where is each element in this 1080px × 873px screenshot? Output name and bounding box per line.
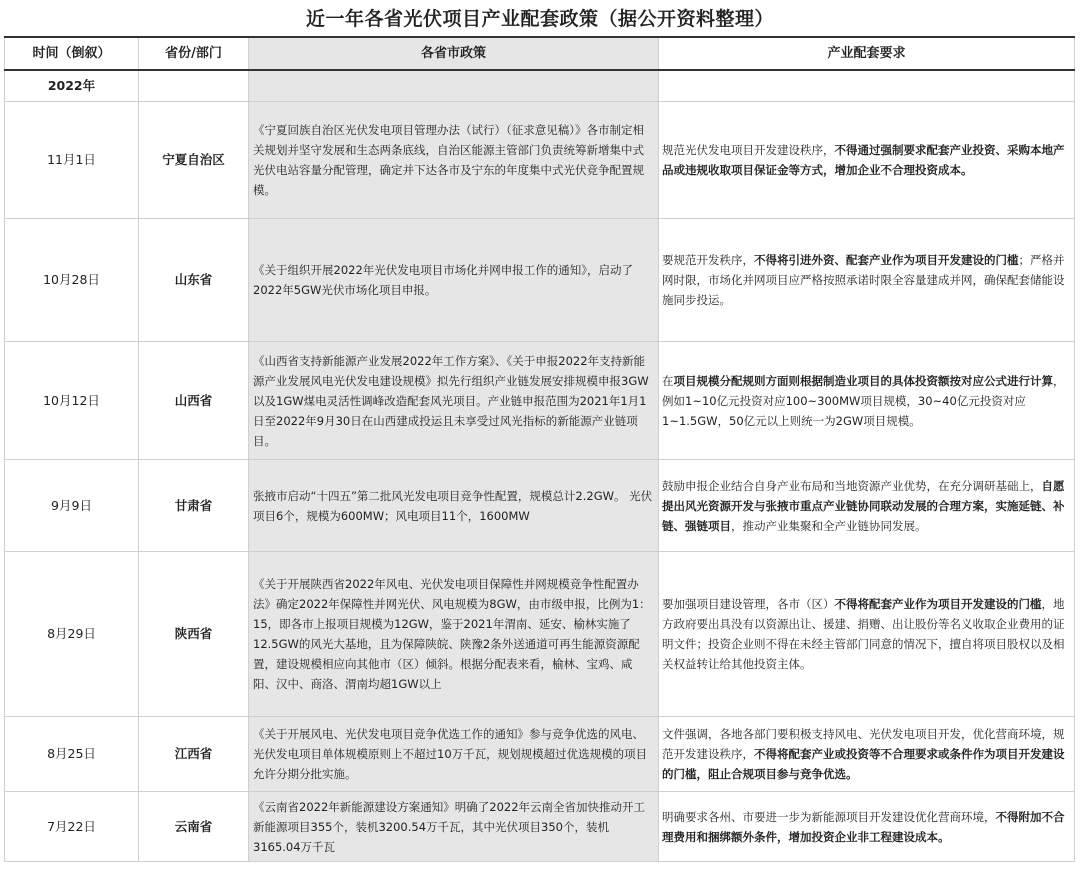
row-policy: 《云南省2022年新能源建设方案通知》明确了2022年云南全省加快推动开工新能源项目355个，装机3200.54万千瓦，其中光伏项目350个，装机3165.04万千瓦 bbox=[249, 792, 659, 862]
row-requirement: 要规范开发秩序，不得将引进外资、配套产业作为项目开发建设的门槛；严格并网时限，市场化并网项目应严格按照承诺时限全容量建成并网，确保配套储能设施同步投运。 bbox=[659, 219, 1075, 342]
row-policy: 《山西省支持新能源产业发展2022年工作方案》、《关于申报2022年支持新能源产业发展风电光伏发电建设规模》拟先行组织产业链发展安排规模申报3GW以及1GW煤电灵活性调峰改造配套风光项目。产业链申报范围为2021年1月1日至2022年9月30日在山西建成投运且未享受过风光指标的新能源产业链项目。 bbox=[249, 342, 659, 460]
row-date: 8月25日 bbox=[5, 717, 139, 792]
row-requirement: 在项目规模分配规则方面则根据制造业项目的具体投资额按对应公式进行计算，例如1~10亿元投资对应100~300MW项目规模，30~40亿元投资对应1~1.5GW，50亿元以上则统一为2GW项目规模。 bbox=[659, 342, 1075, 460]
row-policy: 《关于开展陕西省2022年风电、光伏发电项目保障性并网规模竞争性配置办法》确定2022年保障性并网光伏、风电规模为8GW，由市级申报，比例为1：15，即各市上报项目规模为12GW，鉴于2021年渭南、延安、榆林实施了12.5GW的风光大基地，且为保障陕皖、陕豫2条外送通道可再生能源资源配置，建设规模相应向其他市（区）倾斜。根据分配表来看，榆林、宝鸡、咸阳、汉中、商洛、渭南均超1GW以上 bbox=[249, 552, 659, 717]
header-province: 省份/部门 bbox=[139, 37, 249, 70]
table-header-row bbox=[5, 37, 1075, 70]
row-date: 11月1日 bbox=[5, 102, 139, 219]
row-policy: 《关于开展风电、光伏发电项目竞争优选工作的通知》参与竞争优选的风电、光伏发电项目单体规模原则上不超过10万千瓦，规划规模超过优选规模的项目允许分期分批实施。 bbox=[249, 717, 659, 792]
page-title: 近一年各省光伏项目产业配套政策（据公开资料整理） bbox=[305, 8, 774, 30]
policy-table bbox=[4, 36, 1075, 862]
row-requirement: 要加强项目建设管理，各市（区）不得将配套产业作为项目开发建设的门槛，地方政府要出具没有以资源出让、援建、捐赠、出让股份等名义收取企业费用的证明文件；投资企业则不得在未经主管部门同意的情况下，擅自将项目股权以及相关权益转让给其他投资主体。 bbox=[659, 552, 1075, 717]
table-row bbox=[5, 717, 1075, 792]
row-date: 9月9日 bbox=[5, 460, 139, 552]
table-row bbox=[5, 792, 1075, 862]
row-requirement: 鼓励申报企业结合自身产业布局和当地资源产业优势，在充分调研基础上，自愿提出风光资源开发与张掖市重点产业链协同联动发展的合理方案，实施延链、补链、强链项目，推动产业集聚和全产业链协同发展。 bbox=[659, 460, 1075, 552]
row-date: 10月28日 bbox=[5, 219, 139, 342]
row-province: 云南省 bbox=[139, 792, 249, 862]
table-row bbox=[5, 342, 1075, 460]
row-requirement: 规范光伏发电项目开发建设秩序，不得通过强制要求配套产业投资、采购本地产品或违规收取项目保证金等方式，增加企业不合理投资成本。 bbox=[659, 102, 1075, 219]
header-time: 时间（倒叙） bbox=[5, 37, 139, 70]
table-row bbox=[5, 219, 1075, 342]
year-label: 2022年 bbox=[5, 70, 139, 102]
row-province: 宁夏自治区 bbox=[139, 102, 249, 219]
row-province: 陕西省 bbox=[139, 552, 249, 717]
row-requirement: 文件强调，各地各部门要积极支持风电、光伏发电项目开发，优化营商环境，规范开发建设秩序，不得将配套产业或投资等不合理要求或条件作为项目开发建设的门槛，阻止合规项目参与竞争优选。 bbox=[659, 717, 1075, 792]
row-policy: 《宁夏回族自治区光伏发电项目管理办法（试行）（征求意见稿）》各市制定相关规划并坚守发展和生态两条底线，自治区能源主管部门负责统筹新增集中式光伏电站容量分配管理，确定并下达各市及宁东的年度集中式光伏竞争配置规模。 bbox=[249, 102, 659, 219]
table-row bbox=[5, 102, 1075, 219]
row-date: 10月12日 bbox=[5, 342, 139, 460]
table-row bbox=[5, 460, 1075, 552]
table-row bbox=[5, 552, 1075, 717]
row-requirement: 明确要求各州、市要进一步为新能源项目开发建设优化营商环境，不得附加不合理费用和捆绑额外条件，增加投资企业非工程建设成本。 bbox=[659, 792, 1075, 862]
header-requirement: 产业配套要求 bbox=[659, 37, 1075, 70]
row-province: 山东省 bbox=[139, 219, 249, 342]
row-date: 7月22日 bbox=[5, 792, 139, 862]
row-province: 甘肃省 bbox=[139, 460, 249, 552]
row-province: 江西省 bbox=[139, 717, 249, 792]
row-date: 8月29日 bbox=[5, 552, 139, 717]
row-province: 山西省 bbox=[139, 342, 249, 460]
year-row bbox=[5, 70, 1075, 102]
header-policy: 各省市政策 bbox=[249, 37, 659, 70]
row-policy: 张掖市启动“十四五”第二批风光发电项目竞争性配置，规模总计2.2GW。 光伏项目6个，规模为600MW；风电项目11个，1600MW bbox=[249, 460, 659, 552]
row-policy: 《关于组织开展2022年光伏发电项目市场化并网申报工作的通知》，启动了2022年5GW光伏市场化项目申报。 bbox=[249, 219, 659, 342]
